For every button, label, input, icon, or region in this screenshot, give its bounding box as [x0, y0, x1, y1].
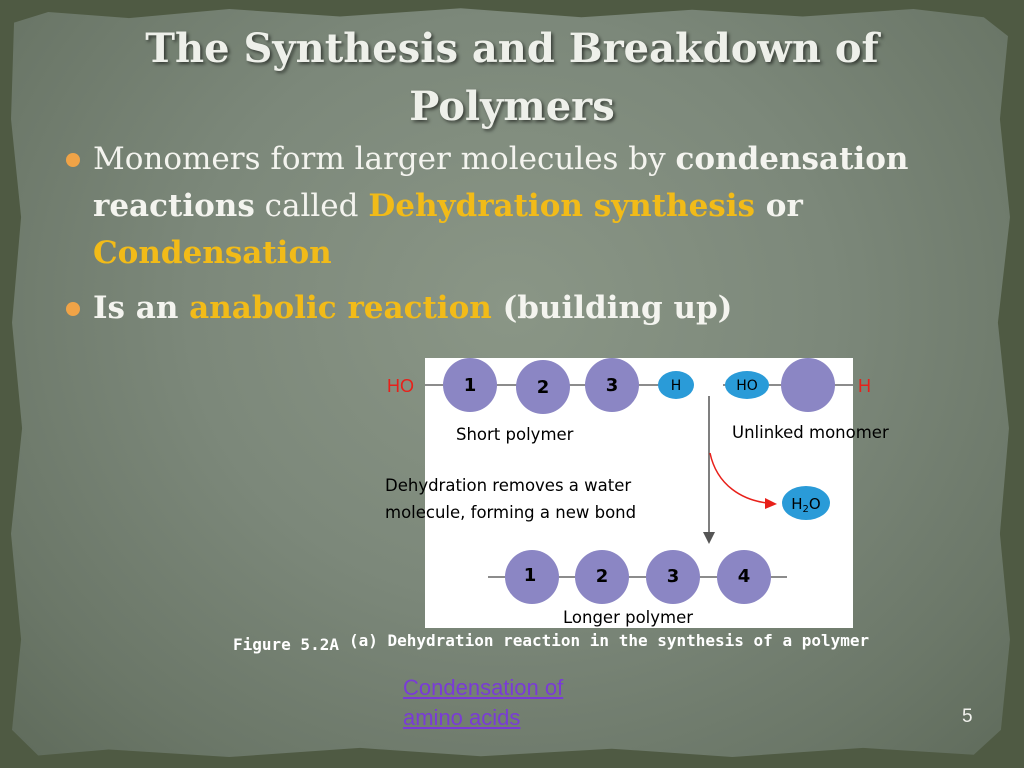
longer-monomer-1-number: 1 [523, 565, 537, 586]
reaction-arrow-head [703, 532, 715, 544]
figure-caption-label: Figure 5.2A [233, 635, 339, 654]
bullet-run-bold: (building up) [491, 290, 733, 326]
dehydration-text-line-2: molecule, forming a new bond [385, 503, 637, 522]
monomer-1-number: 1 [463, 375, 477, 396]
bullet-run-bold: Is an [93, 290, 190, 326]
water-o: O [808, 495, 821, 513]
water-subscript: 2 [802, 504, 809, 515]
longer-monomer-4-number: 4 [737, 566, 751, 587]
unlinked-monomer-label: Unlinked monomer [732, 423, 889, 442]
ho-group-label: HO [736, 378, 758, 394]
monomer-2-number: 2 [536, 377, 550, 398]
longer-monomer-3-number: 3 [666, 566, 680, 587]
bullet-text-1 [93, 141, 908, 271]
bullet-list [62, 136, 922, 332]
water-release-arrow [710, 453, 767, 503]
ho-left-label: HO [387, 376, 414, 396]
bullet-run: Monomers form larger molecules by [93, 141, 676, 177]
bullet-run-bold: condensation reactions [93, 141, 909, 224]
bullet-text-2 [93, 290, 732, 326]
monomer-3-number: 3 [605, 375, 619, 396]
figure-caption-text: (a) Dehydration reaction in the synthesis of a polymer [348, 631, 870, 650]
h-right-label: H [858, 376, 871, 396]
bullet-dot-icon [66, 302, 80, 316]
bullet-dot-icon [66, 153, 80, 167]
bullet-run-highlight: anabolic reaction [189, 290, 492, 326]
bullet-run: called [254, 188, 369, 224]
bullet-item-1 [62, 136, 922, 277]
dehydration-text-line-1: Dehydration removes a water [385, 476, 632, 495]
bullet-run-highlight: Condensation [93, 235, 332, 271]
figure-caption [233, 631, 870, 654]
bullet-run-bold: or [754, 188, 803, 224]
dehydration-diagram [385, 358, 889, 628]
water-release-arrow-head [765, 498, 777, 509]
page-number: 5 [962, 706, 973, 727]
bullet-run-highlight: Dehydration synthesis [368, 188, 755, 224]
dehydration-diagram-svg [385, 358, 889, 628]
longer-monomer-2-number: 2 [595, 566, 609, 587]
unlinked-monomer [781, 358, 835, 412]
h-group-label: H [670, 378, 682, 394]
longer-polymer-label: Longer polymer [563, 608, 694, 627]
slide-title: The Synthesis and Breakdown of Polymers [145, 25, 879, 130]
water-h: H [791, 495, 803, 513]
bullet-item-2 [62, 285, 922, 332]
condensation-amino-acids-link[interactable]: Condensation of amino acids [403, 675, 564, 730]
short-polymer-label: Short polymer [456, 425, 574, 444]
